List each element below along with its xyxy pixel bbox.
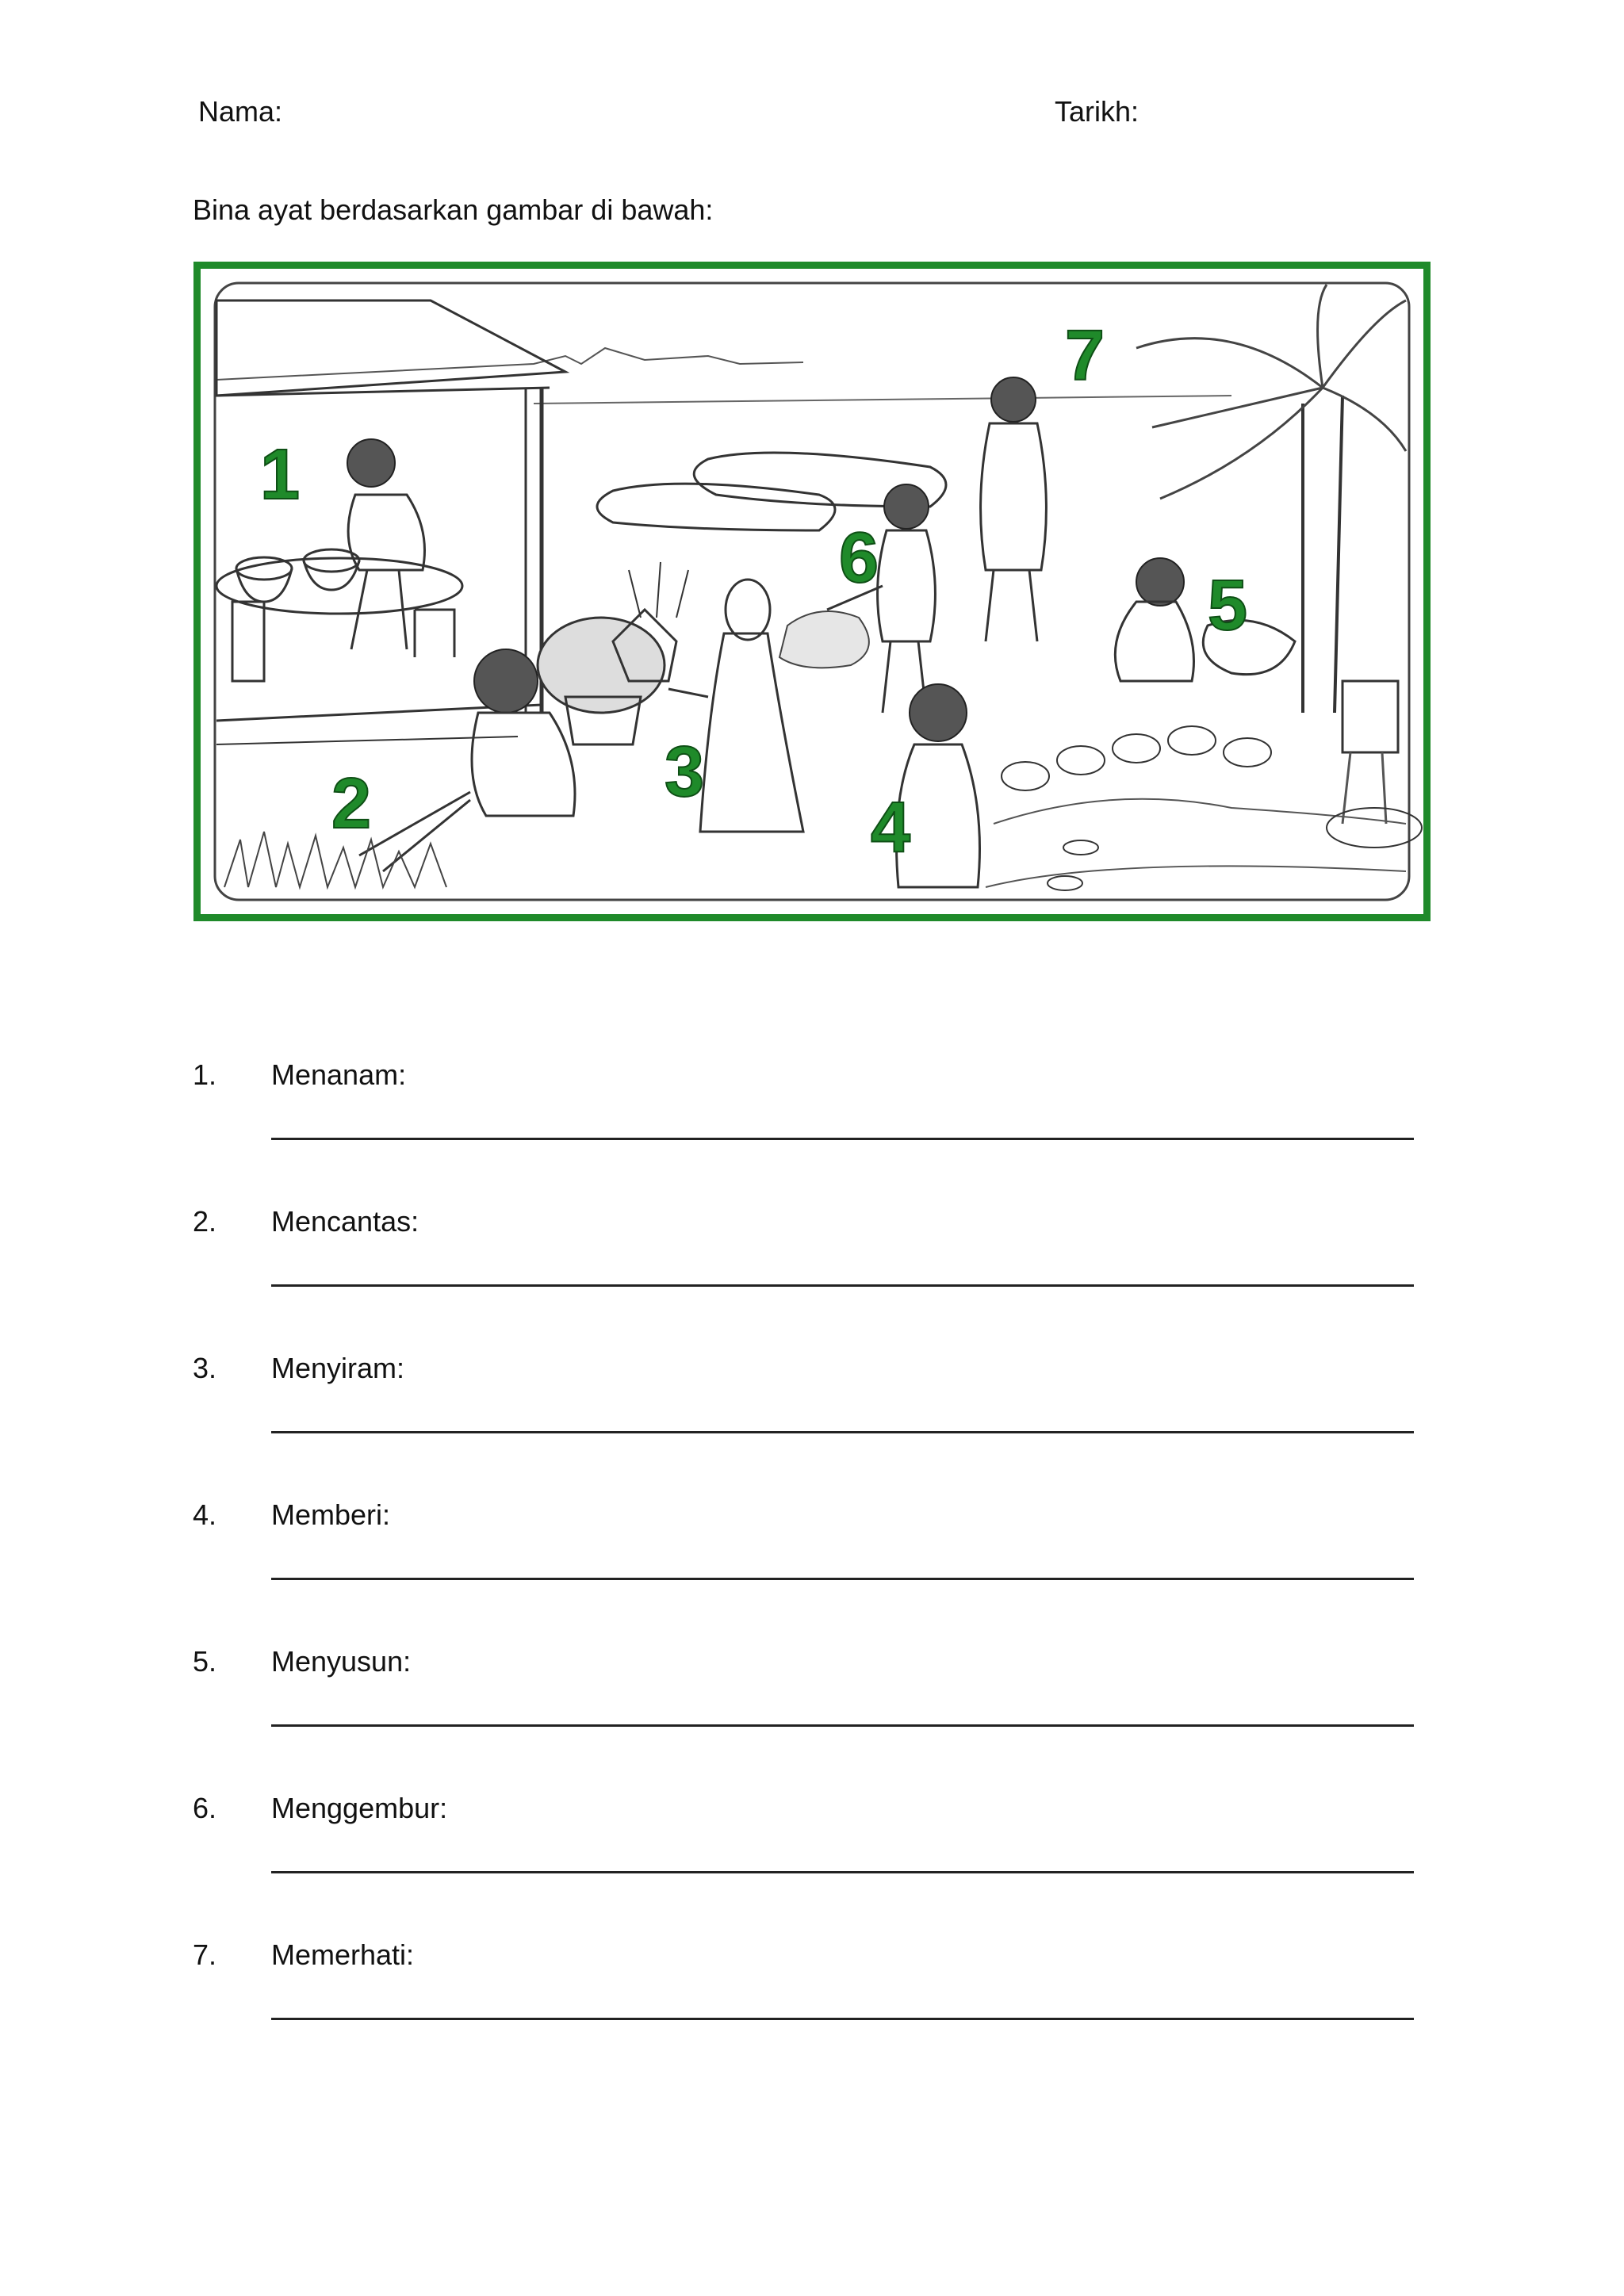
marker-4: 4 — [871, 788, 911, 867]
marker-1: 1 — [260, 435, 301, 515]
question-number: 3. — [193, 1352, 217, 1384]
answer-line[interactable] — [271, 1724, 1414, 1727]
question-label: Memerhati: — [271, 1938, 415, 1971]
question-label: Memberi: — [271, 1498, 391, 1531]
answer-line[interactable] — [271, 1138, 1414, 1140]
marker-5: 5 — [1208, 566, 1248, 645]
question-number: 4. — [193, 1498, 217, 1531]
question-number: 5. — [193, 1645, 217, 1678]
answer-line[interactable] — [271, 2018, 1414, 2020]
marker-6: 6 — [839, 519, 879, 598]
marker-2: 2 — [331, 764, 372, 844]
answer-line[interactable] — [271, 1578, 1414, 1580]
question-label: Menggembur: — [271, 1792, 448, 1824]
question-label: Menyiram: — [271, 1352, 405, 1384]
answer-line[interactable] — [271, 1871, 1414, 1873]
question-number: 7. — [193, 1938, 217, 1971]
date-label: Tarikh: — [1055, 95, 1139, 128]
name-label: Nama: — [198, 95, 283, 128]
garden-scene-illustration — [201, 269, 1423, 914]
question-number: 1. — [193, 1058, 217, 1091]
question-number: 6. — [193, 1792, 217, 1824]
question-label: Menyusun: — [271, 1645, 412, 1678]
question-label: Mencantas: — [271, 1205, 419, 1238]
marker-3: 3 — [665, 733, 705, 812]
question-number: 2. — [193, 1205, 217, 1238]
marker-7: 7 — [1065, 316, 1105, 396]
instruction-text: Bina ayat berdasarkan gambar di bawah: — [193, 193, 714, 226]
picture-frame — [193, 262, 1431, 921]
question-label: Menanam: — [271, 1058, 407, 1091]
answer-line[interactable] — [271, 1284, 1414, 1287]
answer-line[interactable] — [271, 1431, 1414, 1433]
